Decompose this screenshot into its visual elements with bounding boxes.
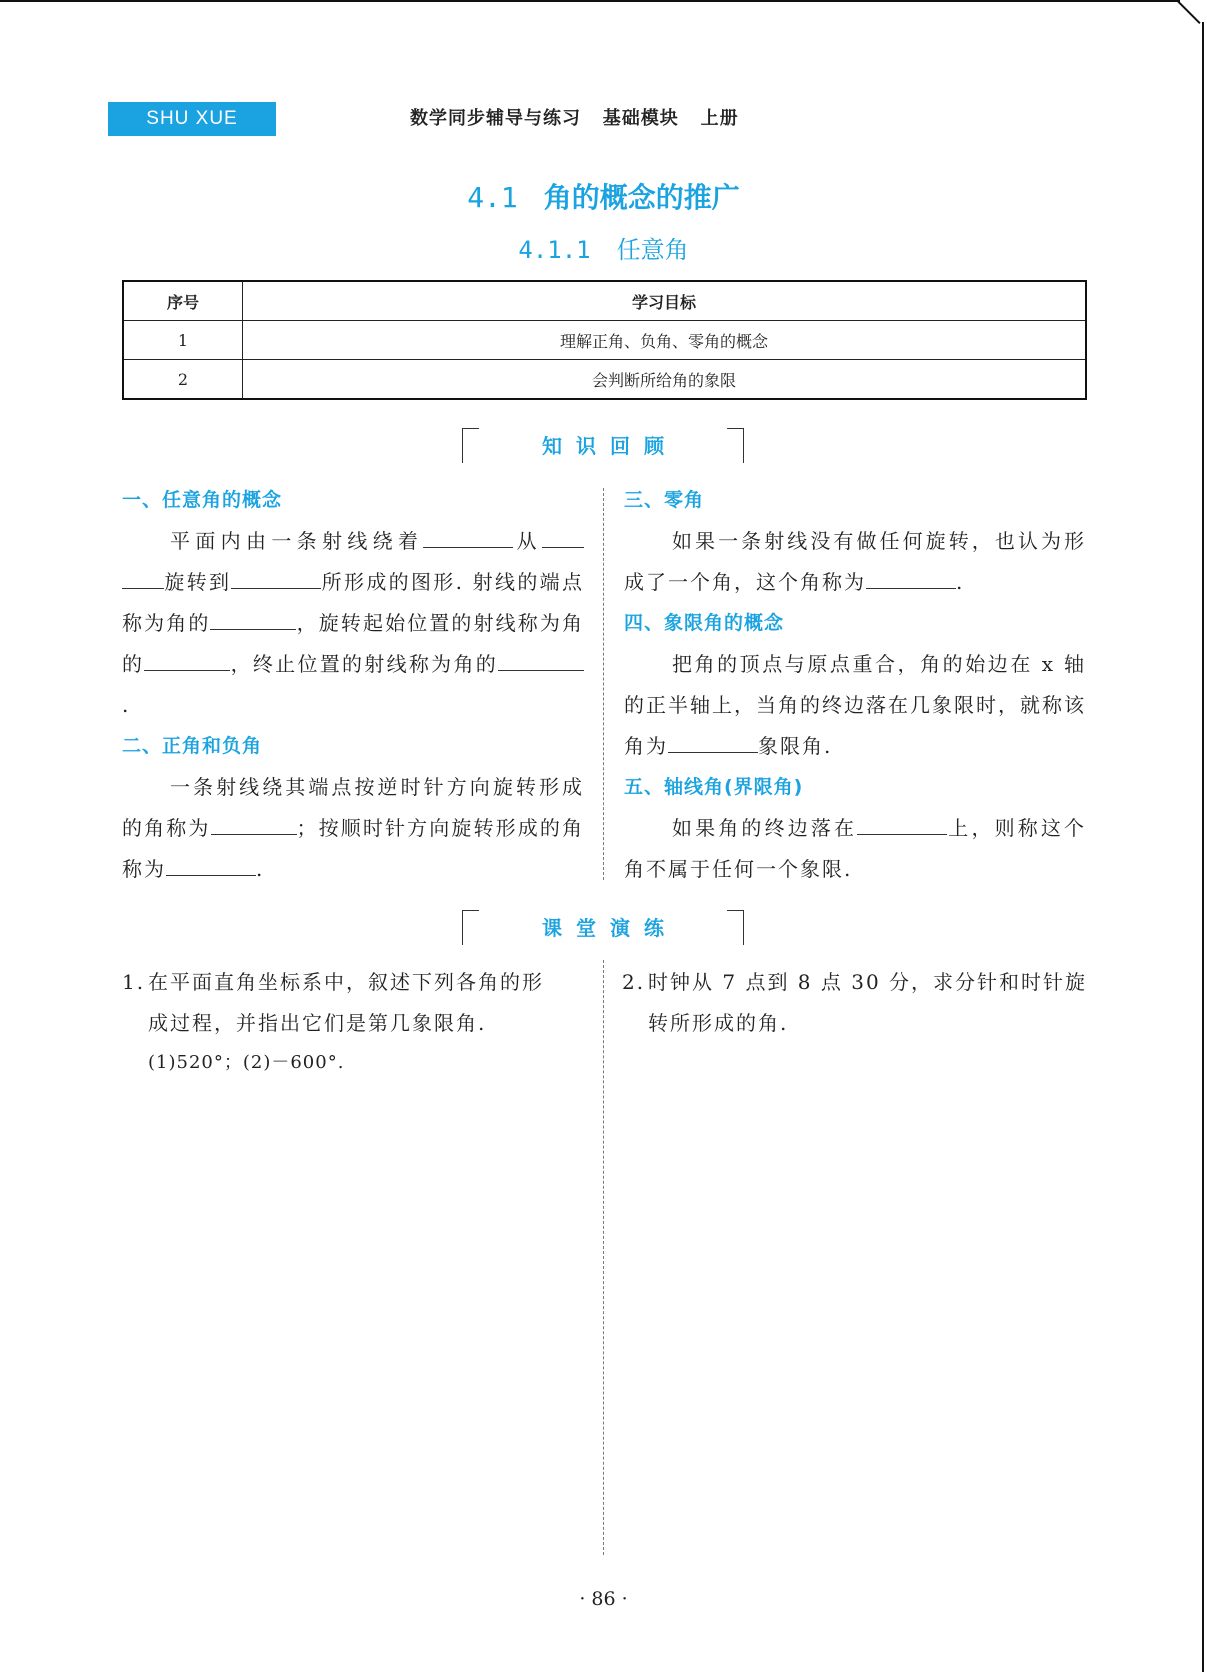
fill-blank[interactable] <box>144 644 230 671</box>
subsection-number: 4.1.1 <box>518 236 591 264</box>
learning-goals-table <box>122 280 1087 400</box>
section-heading: 一、任意角的概念 <box>122 489 283 511</box>
column-divider <box>603 488 604 880</box>
table-row <box>123 321 1086 360</box>
section-heading: 二、正角和负角 <box>122 735 263 757</box>
table-header-cell: 学习目标 <box>243 281 1087 321</box>
fill-blank[interactable] <box>668 726 758 753</box>
fill-blank[interactable] <box>866 562 956 589</box>
fill-blank[interactable] <box>211 808 297 835</box>
table-header-cell: 序号 <box>123 281 243 321</box>
section-number: 4.1 <box>467 181 518 214</box>
exercise-line: 1. 在平面直角坐标系中，叙述下列各角的形 <box>122 962 592 1003</box>
practice-banner <box>462 910 744 946</box>
paragraph: 平面内由一条射线绕着 从旋转到 所形成的图形. 射线的端点称为角的 ，旋转起始位置的射线称为角的 ，终止位置的射线称为角的. <box>122 521 584 726</box>
paragraph: 把角的顶点与原点重合，角的始边在 x 轴的正半轴上，当角的终边落在几象限时，就称该角为 象限角. <box>624 652 1086 758</box>
section-heading: 三、零角 <box>624 489 705 511</box>
subject-tag: SHU XUE <box>108 102 276 136</box>
table-cell: 1 <box>123 321 243 360</box>
review-banner <box>462 428 744 464</box>
page-number: · 86 · <box>579 1588 628 1610</box>
review-left-column <box>122 480 584 890</box>
fill-blank[interactable] <box>542 521 584 548</box>
fill-blank[interactable] <box>498 644 584 671</box>
fill-blank[interactable] <box>231 562 321 589</box>
fill-blank[interactable] <box>210 603 296 630</box>
section-heading: 四、象限角的概念 <box>624 612 785 634</box>
review-right-column <box>624 480 1086 890</box>
exercise-1 <box>122 962 592 1082</box>
fill-blank[interactable] <box>166 849 256 876</box>
table-row <box>123 360 1086 400</box>
fill-blank[interactable] <box>122 562 164 589</box>
fill-blank[interactable] <box>423 521 513 548</box>
review-banner-text: 知识回顾 <box>542 434 678 458</box>
exercise-subquestions: (1)520°；(2)－600°. <box>148 1052 345 1073</box>
exercise-number: 1. <box>122 970 146 994</box>
fill-blank[interactable] <box>857 808 947 835</box>
table-cell: 理解正角、负角、零角的概念 <box>243 321 1087 360</box>
table-cell: 2 <box>123 360 243 400</box>
section-heading: 五、轴线角(界限角) <box>624 776 804 798</box>
book-title: 数学同步辅导与练习 基础模块 上册 <box>410 108 739 129</box>
paragraph: 如果角的终边落在 上，则称这个角不属于任何一个象限. <box>624 808 1086 890</box>
table-header-row <box>123 281 1086 321</box>
exercise-line: 转所形成的角. <box>648 1011 789 1035</box>
paragraph: 一条射线绕其端点按逆时针方向旋转形成的角称为 ；按顺时针方向旋转形成的角称为 . <box>122 775 584 881</box>
subsection-title-text: 任意角 <box>616 236 689 264</box>
paragraph: 如果一条射线没有做任何旋转，也认为形成了一个角，这个角称为 . <box>624 529 1086 594</box>
section-title-text: 角的概念的推广 <box>543 181 740 214</box>
column-divider <box>603 960 604 1555</box>
table-cell: 会判断所给角的象限 <box>243 360 1087 400</box>
exercise-2 <box>622 962 1092 1044</box>
exercise-line: 2. 时钟从 7 点到 8 点 30 分，求分针和时针旋 <box>622 962 1092 1003</box>
exercise-number: 2. <box>622 970 646 994</box>
practice-banner-text: 课堂演练 <box>542 916 678 940</box>
section-title <box>0 176 1207 216</box>
exercise-line: 成过程，并指出它们是第几象限角. <box>148 1011 487 1035</box>
subsection-title <box>0 230 1207 265</box>
